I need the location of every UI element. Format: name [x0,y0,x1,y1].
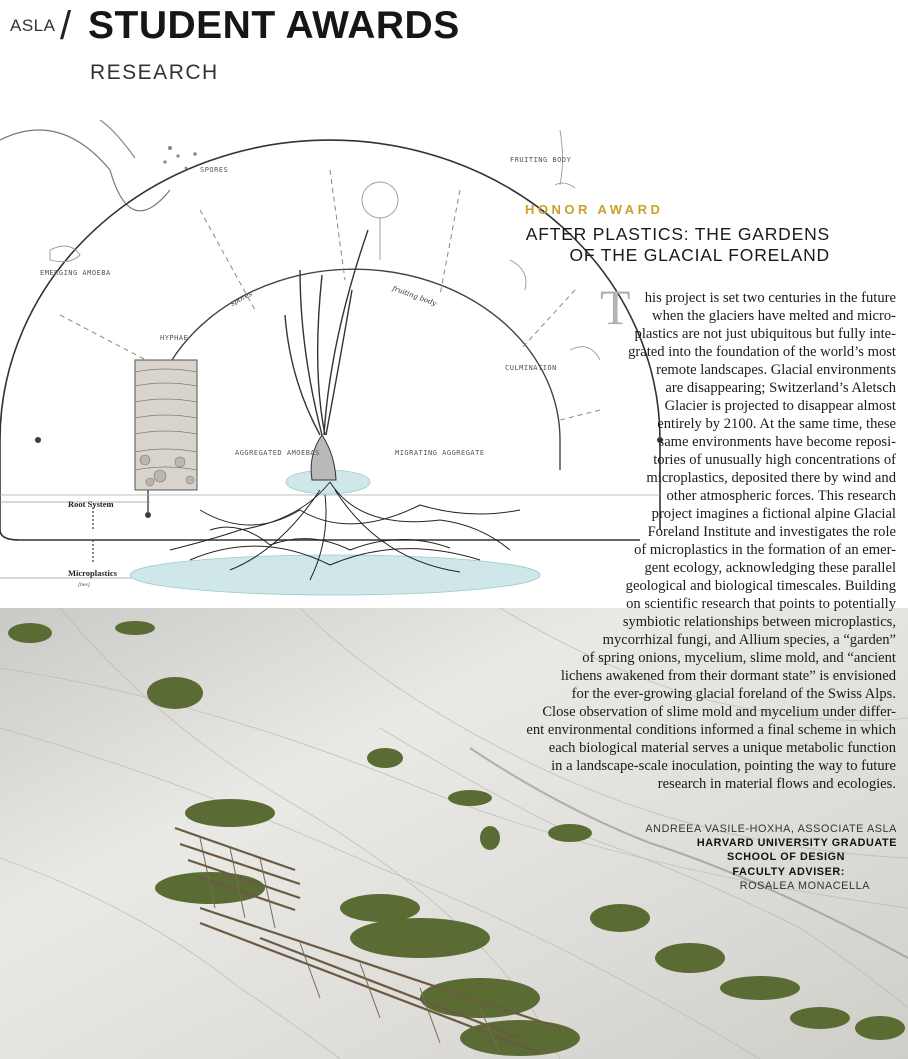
body-line: other atmospheric forces. This research [666,488,896,504]
body-line: his project is set two centuries in the future [644,290,896,306]
page-title: STUDENT AWARDS [88,4,460,47]
body-line: on scientific research that points to potentially [626,596,896,612]
project-title-line-1: AFTER PLASTICS: THE GARDENS [525,224,830,244]
label-aggregated-amoebas: AGGREGATED AMOEBAS [235,449,320,457]
label-fruiting-body: FRUITING BODY [510,156,572,164]
credit-adviser-label: FACULTY ADVISER: [732,865,845,878]
label-hyphae: HYPHAE [160,334,189,342]
label-inner-spores: spores [229,289,254,308]
body-line: geological and biological timescales. Building [625,578,896,594]
label-emerging-amoeba: EMERGING AMOEBA [40,269,111,277]
publication-label: ASLA [10,16,56,35]
credits-block [560,822,897,893]
body-line: for the ever-growing glacial foreland of the Swiss Alps. [571,686,896,702]
body-line: of microplastics in the formation of an emer- [634,542,896,558]
body-line: microplastics, deposited there by wind and [646,470,896,486]
body-line: symbiotic relationships between microplastics, [622,614,896,630]
project-title-line-2: OF THE GLACIAL FORELAND [569,245,830,265]
credit-school-line-2: SCHOOL OF DESIGN [727,851,845,864]
label-inner-fruiting-body: fruiting body [391,284,438,308]
body-line: Close observation of slime mold and mycelium under differ- [542,704,896,720]
body-line: ent environmental conditions informed a final scheme in which [526,722,896,738]
body-line: Foreland Institute and investigates the role [647,524,896,540]
body-line: tories of unusually high concentrations of [653,452,896,468]
body-line: remote landscapes. Glacial environments [656,362,896,378]
body-line: gent ecology, acknowledging these parallel [644,560,896,576]
project-title [520,224,830,266]
label-root-system: Root System [68,499,114,509]
label-culmination: CULMINATION [505,364,557,372]
credit-school-line-1: HARVARD UNIVERSITY GRADUATE [696,837,897,850]
body-line: lichens awakened from their dormant state” is envisioned [560,668,896,684]
body-line: research in material flows and ecologies. [657,776,896,792]
body-line: in a landscape-scale inoculation, pointing the way to future [551,758,896,774]
header-slash: / [60,4,72,48]
body-line: grated into the foundation of the world’s most [628,344,896,360]
body-line: entirely by 2100. At the same time, these [657,416,896,432]
section-title: RESEARCH [90,61,219,84]
soil-layer-sketch [135,360,197,490]
body-line: each biological material serves a unique metabolic function [548,740,896,756]
body-line: plastics are not just ubiquitous but fully inte- [634,326,896,342]
body-line: project imagines a fictional alpine Glacial [651,506,896,522]
credit-author: ANDREEA VASILE-HOXHA, ASSOCIATE ASLA [645,823,897,835]
body-line: same environments have become reposi- [658,434,896,450]
body-line: when the glaciers have melted and micro- [652,308,896,324]
credit-adviser-name: ROSALEA MONACELLA [739,879,870,892]
body-line: of spring onions, mycelium, slime mold, and “ancient [582,650,896,666]
label-microplastics: Microplastics [68,568,117,578]
label-migrating-aggregate: MIGRATING AGGREGATE [395,449,485,457]
label-spores: SPORES [200,166,229,174]
body-line: mycorrhizal fungi, and Allium species, a “garden” [602,632,896,648]
body-line: are disappearing; Switzerland’s Aletsch [665,380,896,396]
award-label: HONOR AWARD [525,202,664,217]
body-line: Glacier is projected to disappear almost [664,398,896,414]
drop-cap: T [600,279,631,335]
label-microplastics-unit: [bee] [78,582,90,588]
